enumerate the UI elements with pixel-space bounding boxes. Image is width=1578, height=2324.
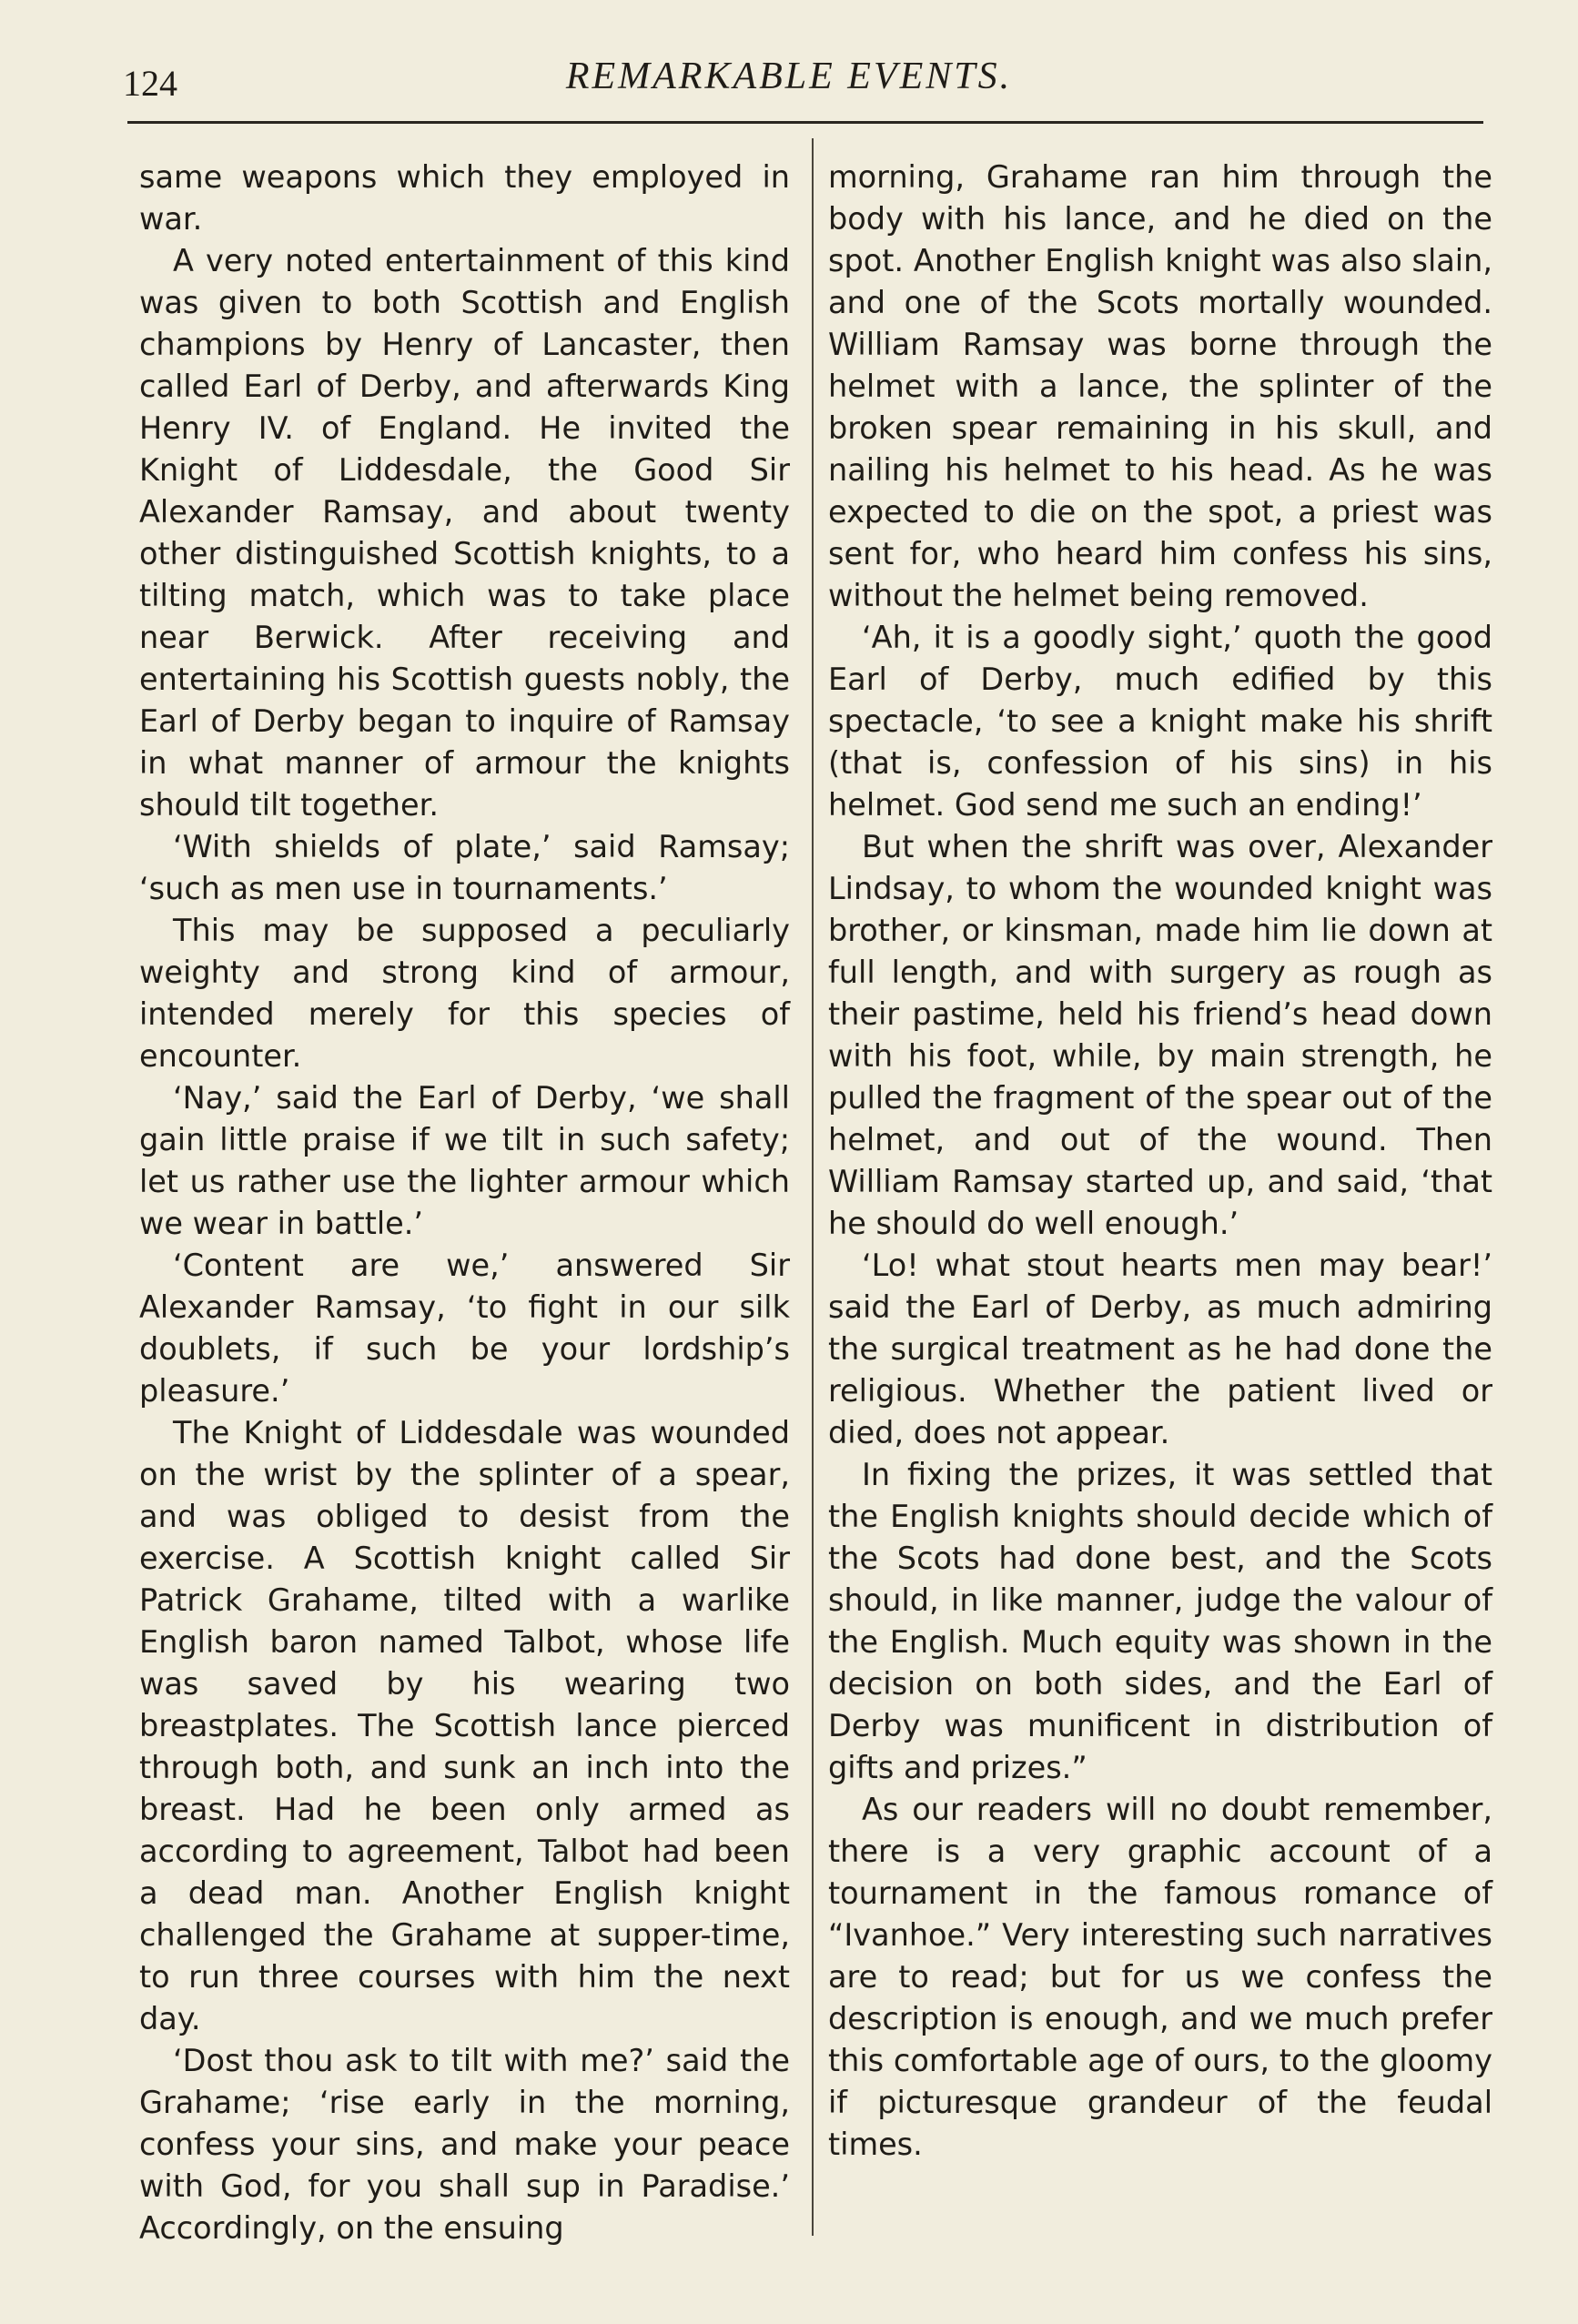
header-rule (127, 121, 1483, 124)
paragraph: same weapons which they employed in war. (139, 159, 790, 237)
page-number: 124 (123, 63, 177, 104)
paragraph: As our readers will no doubt remember, there is a very graphic account of a tournament in the famous romance of “Ivanhoe.” Very interesting such narratives are to read; but for us we confess the description is enough, and we much prefer this comfortable age of ours, to the gloomy if picturesque grandeur of the feudal times. (828, 1792, 1492, 2162)
right-column (828, 157, 1492, 2166)
running-title: REMARKABLE EVENTS. (565, 56, 1013, 97)
paragraph: A very noted entertainment of this kind was given to both Scottish and English champions by Henry of Lancaster, then called Earl of Derby, and afterwards King Henry IV. of England. He invited the Knight of Liddesdale, the Good Sir Alexander Ramsay, and about twenty other distinguished Scottish knights, to a tilting match, which was to take place near Berwick. After receiving and entertaining his Scottish guests nobly, the Earl of Derby began to inquire of Ramsay in what manner of armour the knights should tilt together. (139, 243, 790, 823)
left-column (139, 157, 790, 2249)
paragraph: ‘Lo! what stout hearts men may bear!’ said the Earl of Derby, as much admiring the surgical treatment as he had done the religious. Whether the patient lived or died, does not appear. (828, 1248, 1492, 1450)
paragraph: ‘With shields of plate,’ said Ramsay; ‘such as men use in tournaments.’ (139, 829, 790, 906)
paragraph: The Knight of Liddesdale was wounded on the wrist by the splinter of a spear, and was obliged to desist from the exercise. A Scottish knight called Sir Patrick Grahame, tilted with a warlike English baron named Talbot, whose life was saved by his wearing two breastplates. The Scottish lance pierced through both, and sunk an inch into the breast. Had he been only armed as according to agreement, Talbot had been a dead man. Another English knight challenged the Grahame at supper-time, to run three courses with him the next day. (139, 1415, 790, 2036)
paragraph: In fixing the prizes, it was settled that the English knights should decide which of the Scots had done best, and the Scots should, in like manner, judge the valour of the English. Much equity was shown in the decision on both sides, and the Earl of Derby was munificent in distribution of gifts and prizes.” (828, 1457, 1492, 1785)
paragraph: ‘Ah, it is a goodly sight,’ quoth the good Earl of Derby, much edified by this spectacle, ‘to see a knight make his shrift (that is, confession of his sins) in his helmet. God send me such an ending!’ (828, 620, 1492, 823)
column-divider (812, 138, 814, 2236)
paragraph: ‘Nay,’ said the Earl of Derby, ‘we shall gain little praise if we tilt in such safety; let us rather use the lighter armour which we wear in battle.’ (139, 1080, 790, 1241)
paragraph: But when the shrift was over, Alexander Lindsay, to whom the wounded knight was brother, or kinsman, made him lie down at full length, and with surgery as rough as their pastime, held his friend’s head down with his foot, while, by main strength, he pulled the fragment of the spear out of the helmet, and out of the wound. Then William Ramsay started up, and said, ‘that he should do well enough.’ (828, 829, 1492, 1241)
paragraph: ‘Content are we,’ answered Sir Alexander Ramsay, ‘to fight in our silk doublets, if such be your lordship’s pleasure.’ (139, 1248, 790, 1409)
paragraph: This may be supposed a peculiarly weighty and strong kind of armour, intended merely for this species of encounter. (139, 913, 790, 1074)
paragraph: morning, Grahame ran him through the body with his lance, and he died on the spot. Another English knight was also slain, and one of the Scots mortally wounded. William Ramsay was borne through the helmet with a lance, the splinter of the broken spear remaining in his skull, and nailing his helmet to his head. As he was expected to die on the spot, a priest was sent for, who heard him confess his sins, without the helmet being removed. (828, 159, 1492, 613)
paragraph: ‘Dost thou ask to tilt with me?’ said the Grahame; ‘rise early in the morning, confess your sins, and make your peace with God, for you shall sup in Paradise.’ Accordingly, on the ensuing (139, 2043, 790, 2246)
